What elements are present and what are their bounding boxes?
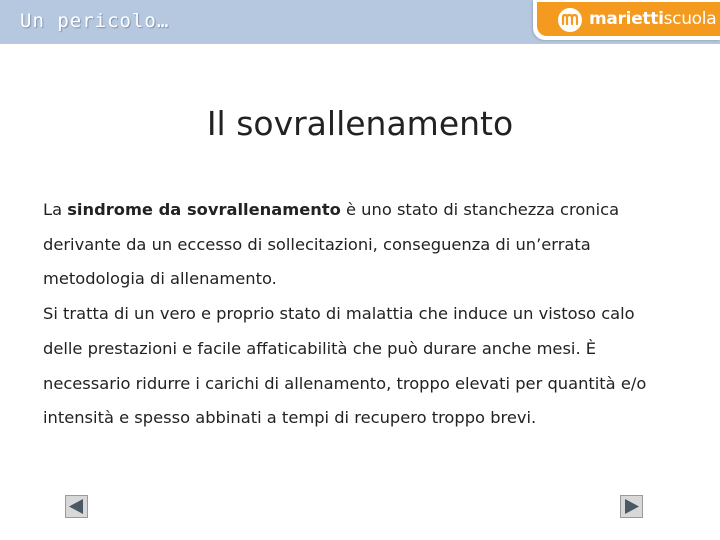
slide-body (43, 193, 663, 436)
arrow-left-icon (66, 496, 87, 517)
paragraph-1-bold: sindrome da sovrallenamento (67, 200, 341, 219)
logo-mark-icon (557, 7, 583, 33)
logo-text-light: scuola (663, 9, 717, 29)
paragraph-1-rest: è uno stato di stanchezza cronica derivante da un eccesso di sollecitazioni, conseguenza di un’errata metodologia di allenamento. (43, 200, 620, 289)
logo-band (537, 2, 720, 36)
paragraph-1 (43, 193, 663, 297)
section-title: Un pericolo… (20, 10, 170, 32)
marietti-scuola-logo (533, 0, 720, 40)
arrow-right-icon (621, 496, 642, 517)
slide-title: Il sovrallenamento (206, 104, 514, 143)
paragraph-1-intro: La (43, 200, 68, 219)
next-slide-button[interactable] (620, 495, 643, 518)
previous-slide-button[interactable] (65, 495, 88, 518)
logo-text (589, 9, 716, 29)
header-bar (0, 0, 720, 44)
logo-text-bold: marietti (589, 9, 664, 29)
paragraph-2: Si tratta di un vero e proprio stato di malattia che induce un vistoso calo delle prestazioni e facile affaticabilità che può durare anche mesi. È necessario ridurre i carichi di allenamento, troppo elevati per quantità e/o intensità e spesso abbinati a tempi di recupero troppo brevi. (43, 304, 647, 428)
